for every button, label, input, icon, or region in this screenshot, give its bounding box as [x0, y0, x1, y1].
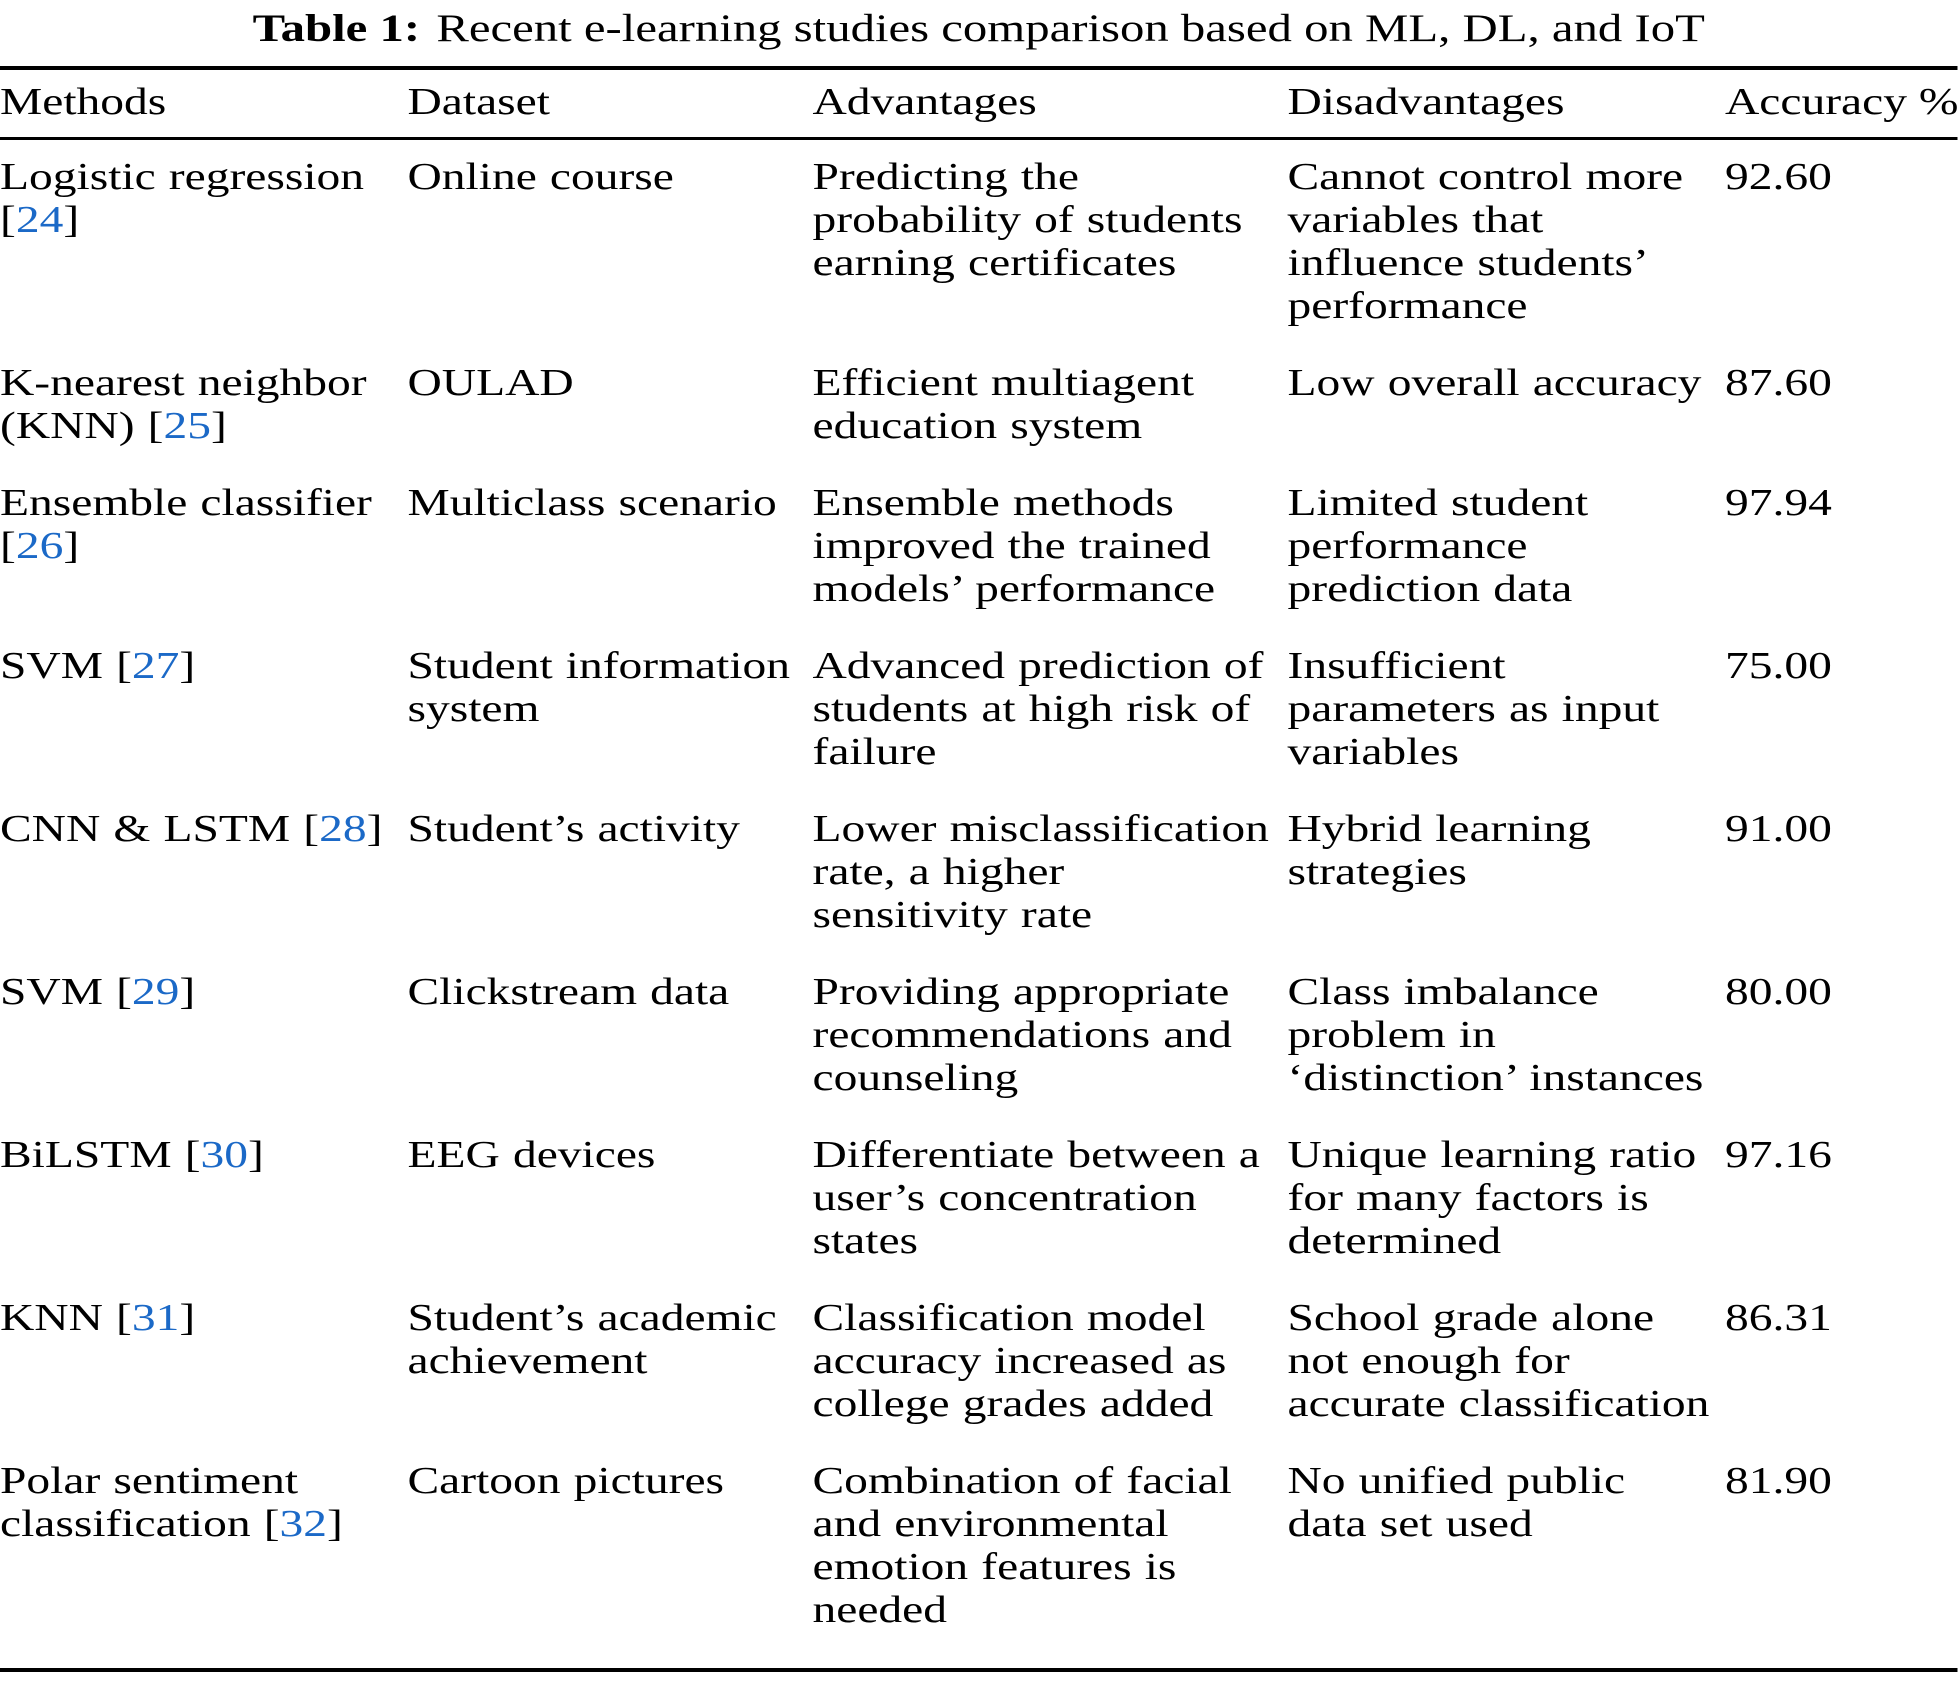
advantages-cell: Predicting the probability of students earning certificates: [812, 156, 1243, 284]
citation-number[interactable]: 29: [131, 971, 180, 1013]
accuracy-value: 86.31: [1725, 1297, 1832, 1339]
citation-link[interactable]: [28]: [303, 808, 383, 850]
method-name: BiLSTM: [0, 1134, 172, 1176]
method-name: SVM: [0, 971, 103, 1013]
citation-number[interactable]: 31: [131, 1297, 180, 1339]
dataset-cell: Student’s academic achievement: [407, 1297, 777, 1382]
method-cell: [0, 628, 408, 791]
dataset-cell: Online course: [407, 156, 674, 198]
citation-link[interactable]: [30]: [184, 1134, 264, 1176]
accuracy-cell: [1725, 1280, 1958, 1443]
column-header-methods: Methods: [0, 68, 408, 139]
citation-link[interactable]: [31]: [116, 1297, 196, 1339]
method-name: SVM: [0, 645, 103, 687]
accuracy-cell: [1725, 1443, 1958, 1670]
dataset-cell: Student information system: [407, 645, 791, 730]
method-cell: [0, 139, 408, 346]
table-row: [0, 791, 1958, 954]
accuracy-value: 80.00: [1725, 971, 1832, 1013]
advantages-cell: Classification model accuracy increased as college grades added: [812, 1297, 1227, 1425]
table-row: [0, 1280, 1958, 1443]
citation-link[interactable]: [27]: [116, 645, 196, 687]
method-name: Polar sentiment classification: [0, 1460, 299, 1545]
method-name: KNN: [0, 1297, 103, 1339]
disadvantages-cell: School grade alone not enough for accurate classification: [1287, 1297, 1710, 1425]
citation-link[interactable]: [32]: [263, 1503, 343, 1545]
citation-link[interactable]: [29]: [116, 971, 196, 1013]
table-caption: [0, 0, 1958, 52]
citation-number[interactable]: 32: [279, 1503, 328, 1545]
column-header-accuracy: Accuracy %: [1725, 68, 1958, 139]
table-header-row: [0, 68, 1958, 139]
advantages-cell: Providing appropriate recommendations and counseling: [812, 971, 1232, 1099]
disadvantages-cell: Insufficient parameters as input variables: [1287, 645, 1660, 773]
table-row: [0, 345, 1958, 465]
disadvantages-cell: Low overall accuracy: [1287, 362, 1702, 404]
accuracy-cell: [1725, 345, 1958, 465]
table-row: [0, 465, 1958, 628]
column-header-dataset: Dataset: [408, 68, 813, 139]
advantages-cell: Differentiate between a user’s concentration states: [812, 1134, 1260, 1262]
accuracy-cell: [1725, 1117, 1958, 1280]
accuracy-cell: [1725, 465, 1958, 628]
advantages-cell: Ensemble methods improved the trained models’ performance: [812, 482, 1216, 610]
citation-link[interactable]: [25]: [147, 405, 227, 447]
disadvantages-cell: Cannot control more variables that influence students’ performance: [1287, 156, 1684, 327]
dataset-cell: Student’s activity: [407, 808, 740, 850]
accuracy-value: 92.60: [1725, 156, 1832, 198]
accuracy-value: 97.16: [1725, 1134, 1832, 1176]
method-cell: [0, 465, 408, 628]
method-name: Logistic regression: [0, 156, 365, 198]
dataset-cell: Multiclass scenario: [407, 482, 777, 524]
disadvantages-cell: Limited student performance prediction data: [1287, 482, 1589, 610]
dataset-cell: Clickstream data: [407, 971, 730, 1013]
method-name: Ensemble classifier: [0, 482, 372, 524]
method-cell: [0, 1280, 408, 1443]
column-header-advantages: Advantages: [813, 68, 1288, 139]
citation-number[interactable]: 27: [131, 645, 180, 687]
citation-number[interactable]: 28: [319, 808, 367, 850]
method-cell: [0, 345, 408, 465]
advantages-cell: Efficient multiagent education system: [812, 362, 1195, 447]
citation-link[interactable]: [26]: [0, 525, 80, 567]
disadvantages-cell: Hybrid learning strategies: [1287, 808, 1591, 893]
table-body: [0, 139, 1958, 1671]
dataset-cell: OULAD: [407, 362, 574, 404]
disadvantages-cell: No unified public data set used: [1287, 1460, 1626, 1545]
accuracy-cell: [1725, 139, 1958, 346]
table-row: [0, 954, 1958, 1117]
table-row: [0, 1443, 1958, 1670]
citation-link[interactable]: [24]: [0, 199, 80, 241]
citation-number[interactable]: 30: [200, 1134, 249, 1176]
citation-number[interactable]: 26: [15, 525, 64, 567]
disadvantages-cell: Unique learning ratio for many factors is determined: [1287, 1134, 1697, 1262]
accuracy-value: 87.60: [1725, 362, 1832, 404]
accuracy-value: 97.94: [1725, 482, 1832, 524]
table-caption-text: Recent e-learning studies comparison based on ML, DL, and IoT: [436, 7, 1705, 50]
disadvantages-cell: Class imbalance problem in ‘distinction’ instances: [1287, 971, 1704, 1099]
table-row: [0, 628, 1958, 791]
table-row: [0, 1117, 1958, 1280]
accuracy-value: 81.90: [1725, 1460, 1832, 1502]
comparison-table: [0, 66, 1958, 1672]
table-row: [0, 139, 1958, 346]
table-caption-label: Table 1:: [252, 7, 421, 50]
dataset-cell: EEG devices: [407, 1134, 656, 1176]
accuracy-value: 75.00: [1725, 645, 1832, 687]
column-header-disadvantages: Disadvantages: [1288, 68, 1726, 139]
method-cell: [0, 1117, 408, 1280]
accuracy-cell: [1725, 791, 1958, 954]
citation-number[interactable]: 24: [15, 199, 64, 241]
citation-number[interactable]: 25: [163, 405, 211, 447]
method-cell: [0, 1443, 408, 1670]
accuracy-value: 91.00: [1725, 808, 1832, 850]
method-name: CNN & LSTM: [0, 808, 291, 850]
advantages-cell: Lower misclassification rate, a higher sensitivity rate: [812, 808, 1269, 936]
advantages-cell: Advanced prediction of students at high risk of failure: [812, 645, 1264, 773]
advantages-cell: Combination of facial and environmental emotion features is needed: [812, 1460, 1232, 1631]
method-cell: [0, 954, 408, 1117]
method-cell: [0, 791, 408, 954]
method-name: K-nearest neighbor (KNN): [0, 362, 367, 447]
accuracy-cell: [1725, 628, 1958, 791]
dataset-cell: Cartoon pictures: [407, 1460, 725, 1502]
accuracy-cell: [1725, 954, 1958, 1117]
